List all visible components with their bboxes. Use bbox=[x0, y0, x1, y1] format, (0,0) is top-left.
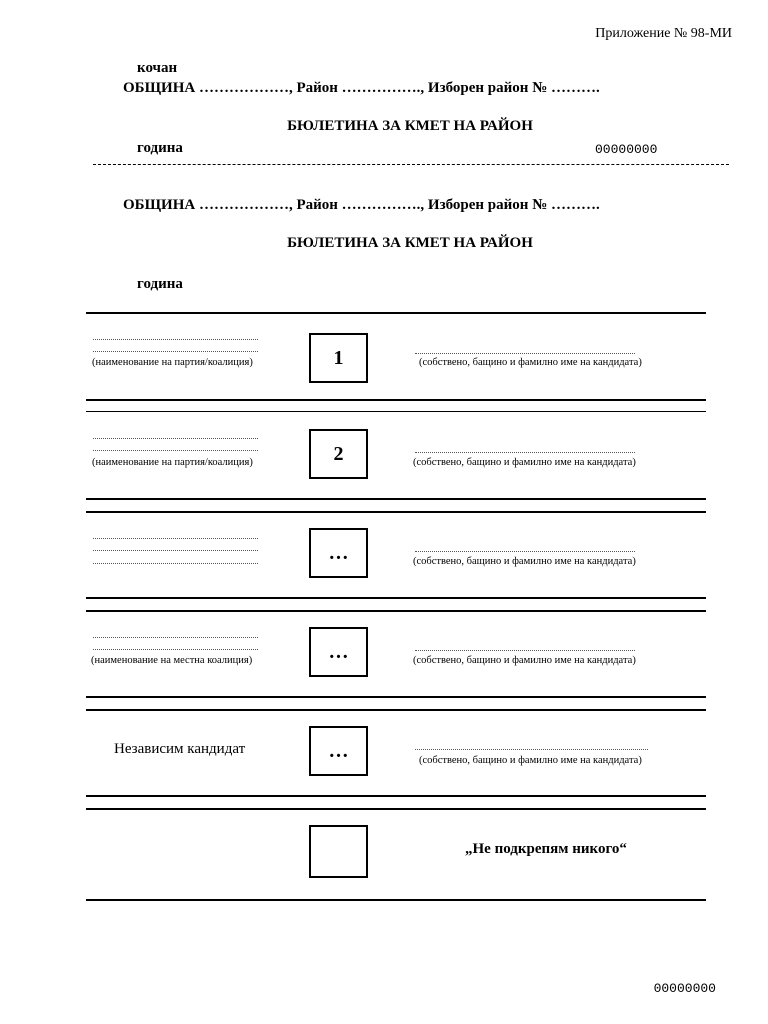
stub-serial: 00000000 bbox=[595, 142, 658, 157]
party-name-line bbox=[93, 438, 258, 439]
stub-title: БЮЛЕТИНА ЗА КМЕТ НА РАЙОН bbox=[287, 118, 533, 134]
row-separator bbox=[86, 312, 706, 314]
ballot-box-1[interactable]: 1 bbox=[309, 333, 368, 383]
coalition-name-line bbox=[93, 649, 258, 650]
candidate-name-label: (собствено, бащино и фамилно име на кандидата) bbox=[413, 556, 636, 567]
coalition-name-line bbox=[93, 637, 258, 638]
party-name-line bbox=[93, 538, 258, 539]
party-name-line bbox=[93, 351, 258, 352]
row-separator bbox=[86, 610, 706, 612]
row-separator bbox=[86, 795, 706, 797]
stub-year: година bbox=[137, 140, 183, 156]
candidate-name-label: (собствено, бащино и фамилно име на кандидата) bbox=[413, 457, 636, 468]
row-separator bbox=[86, 899, 706, 901]
party-name-line bbox=[93, 550, 258, 551]
party-name-label: (наименование на партия/коалиция) bbox=[92, 357, 253, 368]
candidate-name-label: (собствено, бащино и фамилно име на кандидата) bbox=[419, 357, 642, 368]
row-separator bbox=[86, 399, 706, 401]
row-separator bbox=[86, 597, 706, 599]
candidate-name-line bbox=[415, 650, 635, 651]
annex-label: Приложение № 98-МИ bbox=[595, 26, 732, 41]
row-separator bbox=[86, 511, 706, 513]
party-name-line bbox=[93, 339, 258, 340]
row-separator bbox=[86, 696, 706, 698]
row-separator bbox=[86, 808, 706, 810]
party-name-line bbox=[93, 450, 258, 451]
independent-candidate-label: Независим кандидат bbox=[114, 741, 246, 757]
party-name-line bbox=[93, 563, 258, 564]
candidate-name-label: (собствено, бащино и фамилно име на кандидата) bbox=[419, 755, 642, 766]
row-separator bbox=[86, 498, 706, 500]
ballot-year: година bbox=[137, 276, 183, 292]
ballot-box-4[interactable]: … bbox=[309, 627, 368, 677]
footer-serial: 00000000 bbox=[653, 981, 716, 996]
candidate-name-label: (собствено, бащино и фамилно име на кандидата) bbox=[413, 655, 636, 666]
support-none-label: „Не подкрепям никого“ bbox=[465, 841, 627, 857]
party-name-label: (наименование на партия/коалиция) bbox=[92, 457, 253, 468]
candidate-name-line bbox=[415, 551, 635, 552]
ballot-title: БЮЛЕТИНА ЗА КМЕТ НА РАЙОН bbox=[287, 235, 533, 251]
ballot-header-line: ОБЩИНА ………………, Район ……………., Изборен район № ………. bbox=[123, 197, 600, 213]
ballot-box-none[interactable] bbox=[309, 825, 368, 878]
ballot-box-3[interactable]: … bbox=[309, 528, 368, 578]
cut-line bbox=[93, 164, 729, 165]
stub-header-line: ОБЩИНА ………………, Район ……………., Изборен район № ………. bbox=[123, 80, 600, 96]
candidate-name-line bbox=[415, 452, 635, 453]
candidate-name-line bbox=[415, 353, 635, 354]
ballot-box-2[interactable]: 2 bbox=[309, 429, 368, 479]
stub-kochan: кочан bbox=[137, 60, 178, 76]
coalition-name-label: (наименование на местна коалиция) bbox=[91, 655, 253, 666]
candidate-name-line bbox=[415, 749, 648, 750]
ballot-box-5[interactable]: … bbox=[309, 726, 368, 776]
row-separator bbox=[86, 411, 706, 412]
row-separator bbox=[86, 709, 706, 711]
